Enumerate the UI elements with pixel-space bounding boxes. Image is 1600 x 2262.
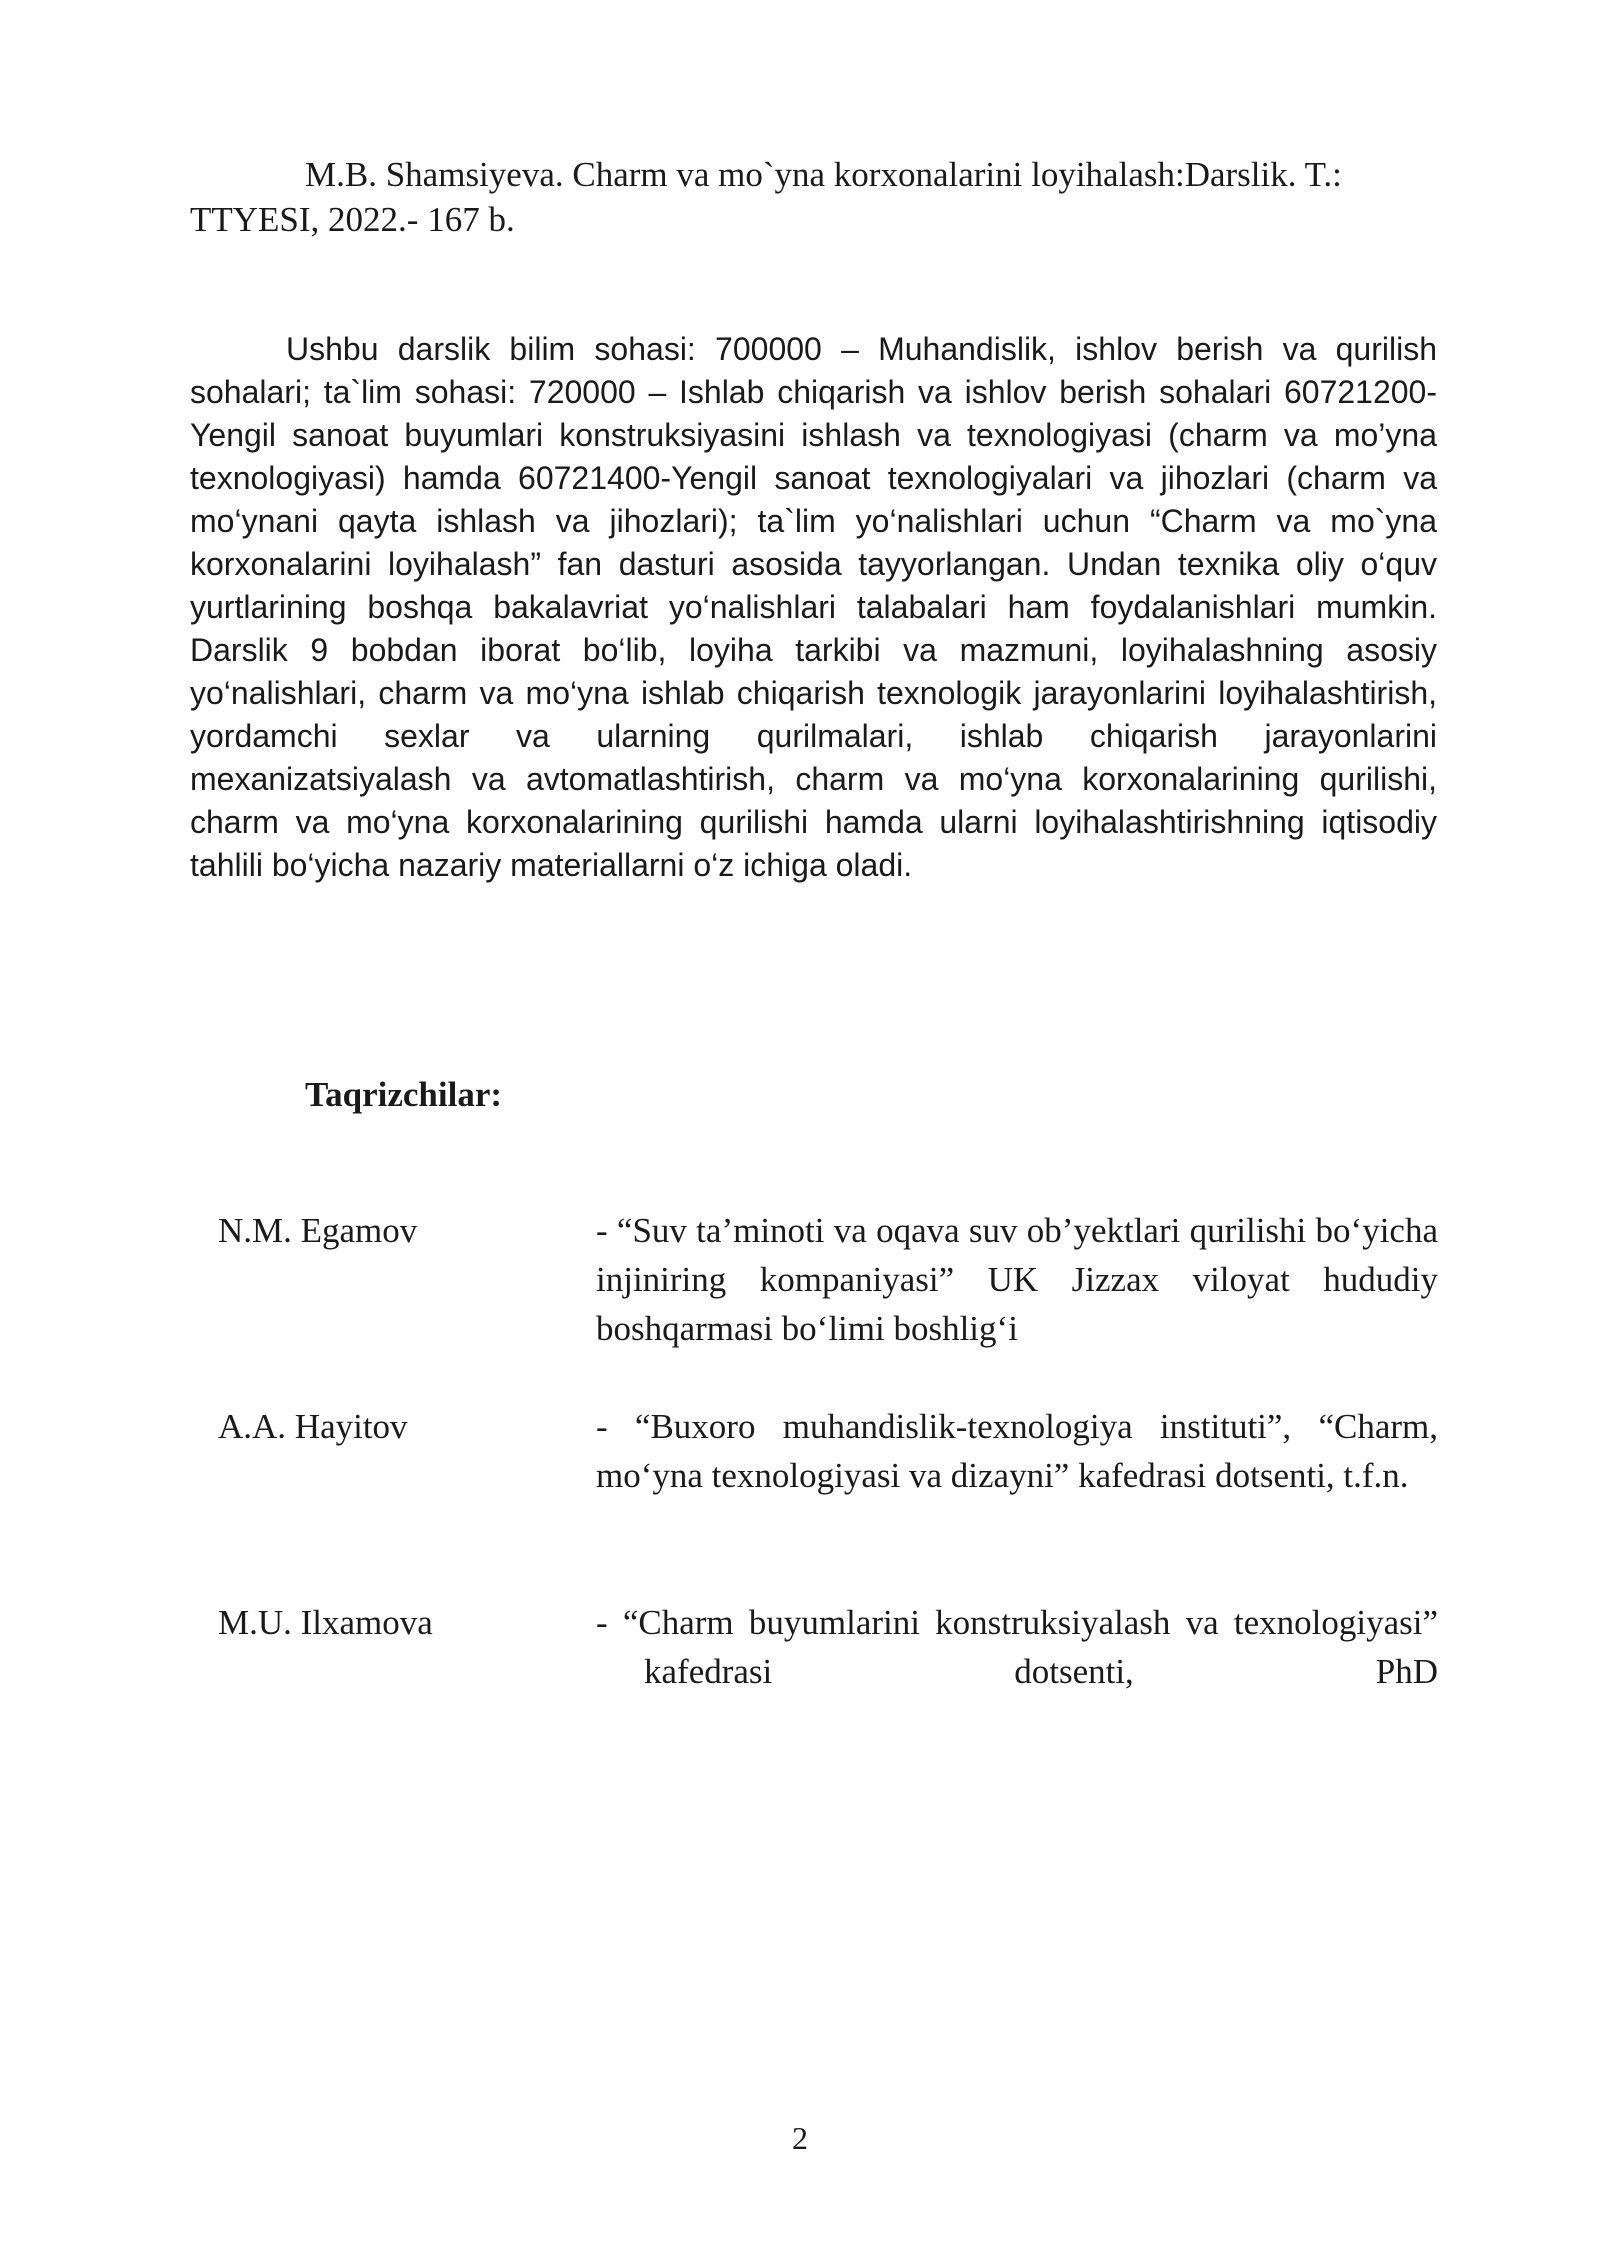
reviewer-description: - “Buxoro muhandislik-texnologiya instituti”, “Charm, mo‘yna texnologiyasi va dizayni” kafedrasi dotsenti, t.f.n.	[596, 1407, 1438, 1495]
reviewer-description: - “Charm buyumlarini konstruksiyalash va texnologiyasi” kafedrasi dotsenti, PhD	[596, 1603, 1438, 1691]
reviewer-name: N.M. Egamov	[218, 1211, 418, 1250]
reviewer-description: - “Suv ta’minoti va oqava suv ob’yektlari qurilishi bo‘yicha injiniring kompaniyasi” UK Jizzax viloyat hududiy boshqarmasi bo‘limi boshlig‘i	[596, 1211, 1438, 1348]
annotation-paragraph: Ushbu darslik bilim sohasi: 700000 – Muhandislik, ishlov berish va qurilish sohalari; ta`lim sohasi: 720000 – Ishlab chiqarish va ishlov berish sohalari 60721200-Yengil sanoat buyumlari konstruksiyasini ishlash va texnologiyasi (charm va mo’yna texnologiyasi) hamda 60721400-Yengil sanoat texnologiyalari va jihozlari (charm va mo‘ynani qayta ishlash va jihozlari); ta`lim yo‘nalishlari uchun “Charm va mo`yna korxonalarini loyihalash” fan dasturi asosida tayyorlangan. Undan texnika oliy o‘quv yurtlarining boshqa bakalavriat yo‘nalishlari talabalari ham foydalanishlari mumkin. Darslik 9 bobdan iborat bo‘lib, loyiha tarkibi va mazmuni, loyihalashning asosiy yo‘nalishlari, charm va mo‘yna ishlab chiqarish texnologik jarayonlarini loyihalashtirish, yordamchi sexlar va ularning qurilmalari, ishlab chiqarish jarayonlarini mexanizatsiyalash va avtomatlashtirish, charm va mo‘yna korxonalarining qurilishi, charm va mo‘yna korxonalarining qurilishi hamda ularni loyihalashtirishning iqtisodiy tahlili bo‘yicha nazariy materiallarni o‘z ichiga oladi.	[190, 331, 1437, 883]
reviewers-heading: Taqrizchilar:	[305, 1075, 503, 1114]
reviewer-name: M.U. Ilxamova	[218, 1603, 433, 1642]
bibliographic-citation: M.B. Shamsiyeva. Charm va mo`yna korxonalarini loyihalash:Darslik. T.: TTYESI, 2022.- 167 b.	[190, 155, 1342, 239]
reviewer-name: A.A. Hayitov	[218, 1407, 408, 1446]
page-number: 2	[792, 2120, 808, 2156]
